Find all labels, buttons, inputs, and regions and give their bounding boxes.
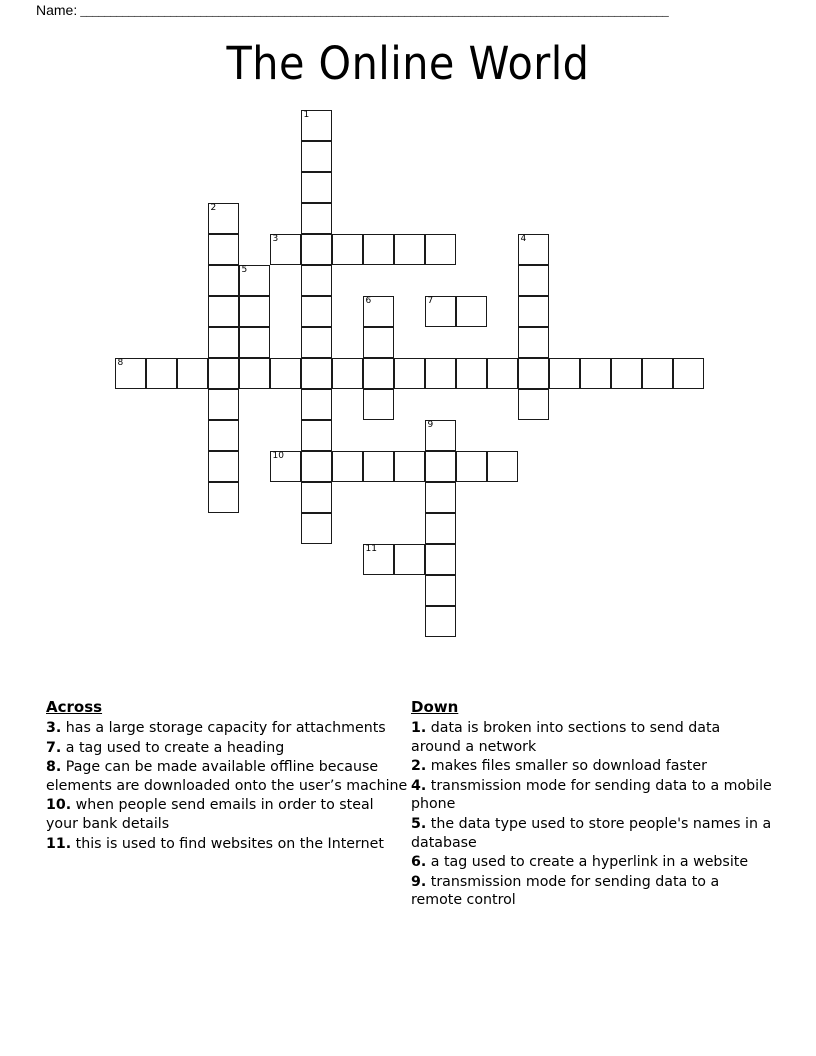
grid-cell[interactable] bbox=[518, 358, 549, 389]
grid-cell[interactable] bbox=[208, 327, 239, 358]
grid-cell[interactable] bbox=[518, 265, 549, 296]
clue-number: 2. bbox=[411, 758, 427, 775]
clue-text: transmission mode for sending data to a remote control bbox=[411, 873, 720, 909]
grid-cell[interactable] bbox=[487, 451, 518, 482]
grid-cell[interactable] bbox=[642, 358, 673, 389]
grid-cell[interactable] bbox=[301, 265, 332, 296]
grid-cell-number: 5 bbox=[241, 265, 248, 275]
grid-cell[interactable] bbox=[301, 482, 332, 513]
clue-text: Page can be made available offline because elements are downloaded onto the user’s machine bbox=[46, 759, 408, 794]
grid-cell[interactable] bbox=[394, 358, 425, 389]
clue-number: 11. bbox=[46, 835, 72, 852]
across-clue-list bbox=[46, 719, 409, 853]
clue-text: makes files smaller so download faster bbox=[426, 758, 707, 775]
grid-cell[interactable] bbox=[301, 389, 332, 420]
down-heading: Down bbox=[411, 698, 459, 716]
grid-cell[interactable] bbox=[394, 234, 425, 265]
grid-cell[interactable] bbox=[425, 358, 456, 389]
grid-cell[interactable] bbox=[425, 451, 456, 482]
down-clue-list bbox=[411, 719, 774, 910]
grid-cell[interactable] bbox=[611, 358, 642, 389]
grid-cell[interactable] bbox=[363, 327, 394, 358]
grid-cell[interactable] bbox=[301, 234, 332, 265]
grid-cell[interactable] bbox=[301, 172, 332, 203]
grid-cell[interactable] bbox=[208, 358, 239, 389]
grid-cell[interactable] bbox=[301, 451, 332, 482]
grid-cell[interactable] bbox=[239, 296, 270, 327]
grid-cell[interactable] bbox=[208, 389, 239, 420]
grid-cell[interactable] bbox=[301, 110, 332, 141]
grid-cell[interactable] bbox=[549, 358, 580, 389]
grid-cell[interactable] bbox=[363, 296, 394, 327]
grid-cell[interactable] bbox=[425, 606, 456, 637]
clue-item bbox=[411, 853, 774, 872]
grid-cell-number: 11 bbox=[365, 544, 377, 554]
clue-item bbox=[411, 777, 774, 814]
grid-cell-number: 10 bbox=[272, 451, 284, 461]
grid-cell[interactable] bbox=[301, 327, 332, 358]
grid-cell[interactable] bbox=[363, 451, 394, 482]
grid-cell[interactable] bbox=[301, 358, 332, 389]
clue-item bbox=[411, 757, 774, 776]
grid-cell[interactable] bbox=[518, 296, 549, 327]
grid-cell-number: 6 bbox=[365, 296, 372, 306]
clue-item bbox=[46, 719, 409, 738]
grid-cell[interactable] bbox=[425, 544, 456, 575]
grid-cell[interactable] bbox=[301, 203, 332, 234]
grid-cell[interactable] bbox=[394, 451, 425, 482]
grid-cell[interactable] bbox=[518, 327, 549, 358]
grid-cell-number: 4 bbox=[520, 234, 527, 244]
grid-cell[interactable] bbox=[425, 234, 456, 265]
clue-number: 5. bbox=[411, 815, 427, 832]
grid-cell[interactable] bbox=[425, 482, 456, 513]
grid-cell[interactable] bbox=[332, 234, 363, 265]
down-clues-column bbox=[411, 697, 774, 911]
clue-item bbox=[46, 796, 409, 833]
grid-cell[interactable] bbox=[208, 265, 239, 296]
grid-cell[interactable] bbox=[177, 358, 208, 389]
clue-item bbox=[411, 815, 774, 852]
clue-item bbox=[411, 719, 774, 756]
grid-cell-number: 2 bbox=[210, 203, 217, 213]
name-write-line[interactable]: __________________________________________________________________________________________________ bbox=[80, 3, 669, 18]
name-label: Name: bbox=[36, 2, 78, 18]
clue-text: when people send emails in order to steal your bank details bbox=[46, 797, 374, 832]
grid-cell[interactable] bbox=[301, 420, 332, 451]
clue-text: a tag used to create a heading bbox=[61, 739, 285, 756]
grid-cell[interactable] bbox=[332, 451, 363, 482]
grid-cell[interactable] bbox=[425, 420, 456, 451]
grid-cell-number: 9 bbox=[427, 420, 434, 430]
clue-number: 9. bbox=[411, 873, 427, 890]
grid-cell[interactable] bbox=[301, 513, 332, 544]
clue-item bbox=[411, 873, 774, 910]
clue-number: 10. bbox=[46, 797, 72, 814]
clue-text: a tag used to create a hyperlink in a website bbox=[426, 854, 749, 871]
grid-cell[interactable] bbox=[270, 358, 301, 389]
grid-cell[interactable] bbox=[270, 234, 301, 265]
clue-number: 7. bbox=[46, 739, 62, 756]
grid-cell[interactable] bbox=[208, 482, 239, 513]
page-title: The Online World bbox=[226, 37, 590, 90]
grid-cell[interactable] bbox=[239, 265, 270, 296]
grid-cell[interactable] bbox=[456, 451, 487, 482]
grid-cell[interactable] bbox=[363, 389, 394, 420]
grid-cell-number: 7 bbox=[427, 296, 434, 306]
clue-item bbox=[46, 739, 409, 758]
grid-cell[interactable] bbox=[115, 358, 146, 389]
grid-cell-number: 3 bbox=[272, 234, 279, 244]
grid-cell[interactable] bbox=[425, 296, 456, 327]
grid-cell[interactable] bbox=[456, 296, 487, 327]
grid-cell[interactable] bbox=[580, 358, 611, 389]
grid-cell[interactable] bbox=[208, 234, 239, 265]
grid-cell[interactable] bbox=[208, 296, 239, 327]
grid-cell[interactable] bbox=[487, 358, 518, 389]
grid-cell[interactable] bbox=[146, 358, 177, 389]
grid-cell[interactable] bbox=[425, 513, 456, 544]
grid-cell[interactable] bbox=[208, 203, 239, 234]
grid-cell[interactable] bbox=[363, 234, 394, 265]
clue-text: the data type used to store people's names in a database bbox=[411, 815, 772, 851]
grid-cell[interactable] bbox=[301, 296, 332, 327]
grid-cell[interactable] bbox=[394, 544, 425, 575]
grid-cell[interactable] bbox=[425, 575, 456, 606]
across-clues-column bbox=[46, 697, 409, 911]
grid-cell[interactable] bbox=[673, 358, 704, 389]
grid-cell-number: 1 bbox=[303, 110, 310, 120]
grid-cell[interactable] bbox=[301, 141, 332, 172]
clue-text: transmission mode for sending data to a mobile phone bbox=[411, 777, 772, 813]
clue-number: 8. bbox=[46, 759, 62, 776]
grid-cell[interactable] bbox=[239, 327, 270, 358]
clue-number: 6. bbox=[411, 854, 427, 871]
clue-text: this is used to find websites on the Internet bbox=[71, 835, 384, 852]
grid-cell[interactable] bbox=[208, 451, 239, 482]
grid-cell[interactable] bbox=[363, 358, 394, 389]
grid-cell[interactable] bbox=[208, 420, 239, 451]
clues-section bbox=[0, 697, 816, 911]
grid-cell[interactable] bbox=[456, 358, 487, 389]
grid-cell-number: 8 bbox=[117, 358, 124, 368]
clue-number: 1. bbox=[411, 720, 427, 736]
clue-number: 3. bbox=[46, 720, 62, 736]
clue-text: data is broken into sections to send data around a network bbox=[411, 720, 721, 755]
grid-cell[interactable] bbox=[270, 451, 301, 482]
clue-number: 4. bbox=[411, 777, 427, 794]
grid-cell[interactable] bbox=[518, 234, 549, 265]
grid-cell[interactable] bbox=[518, 389, 549, 420]
grid-cell[interactable] bbox=[363, 544, 394, 575]
across-heading: Across bbox=[46, 698, 103, 716]
grid-cell[interactable] bbox=[332, 358, 363, 389]
clue-item bbox=[46, 758, 409, 795]
grid-cell[interactable] bbox=[239, 358, 270, 389]
clue-text: has a large storage capacity for attachments bbox=[61, 720, 386, 736]
clue-item bbox=[46, 835, 409, 854]
